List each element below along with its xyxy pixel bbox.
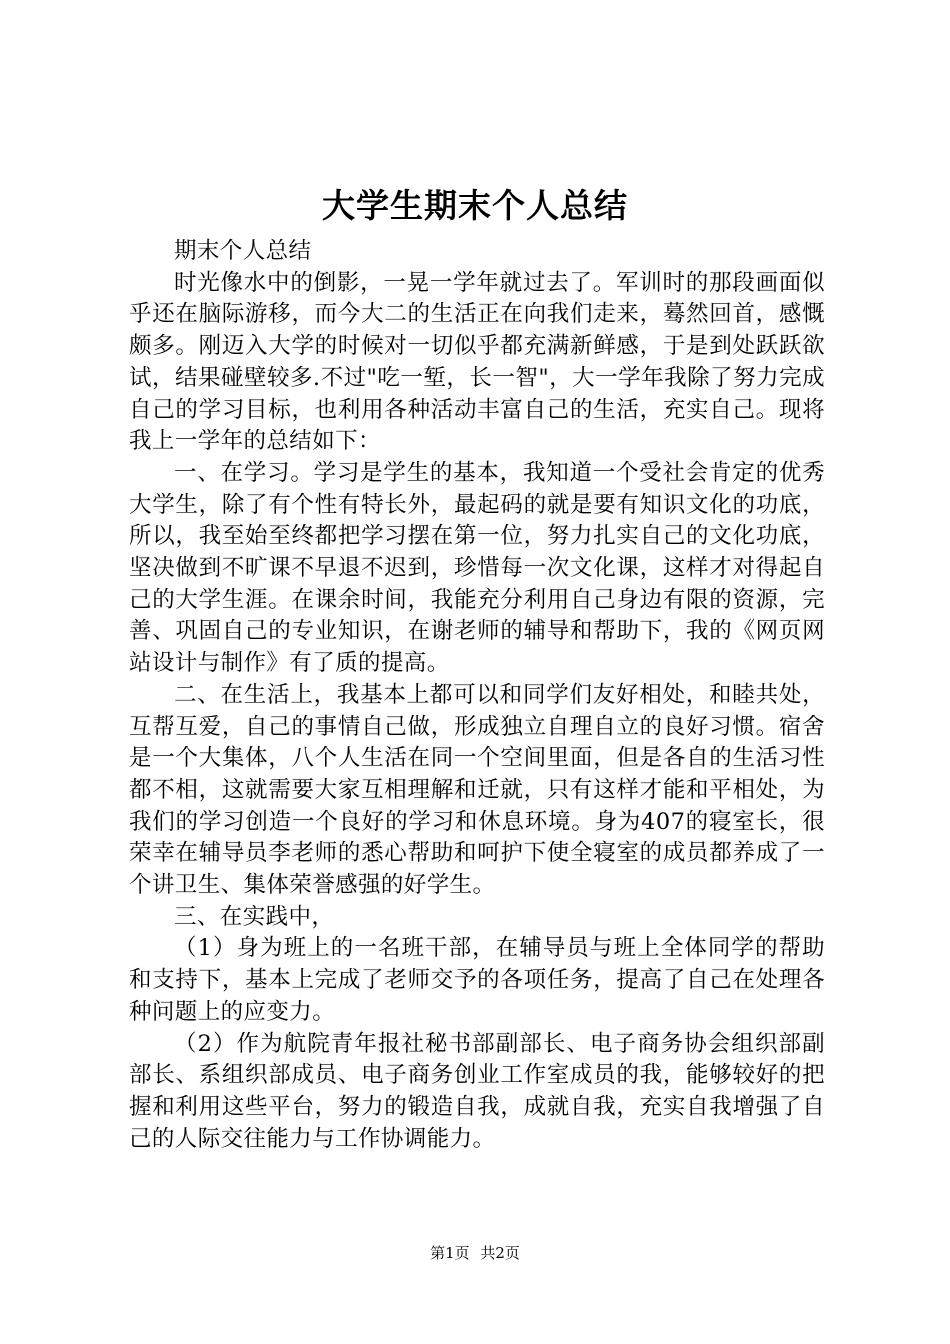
page-number: 第1页 xyxy=(430,1244,470,1262)
paragraph-subtitle: 期末个人总结 xyxy=(174,238,312,264)
paragraph-life: 二、在生活上，我基本上都可以和同学们友好相处，和睦共处，互帮互爱，自己的事情自己做，形成独立自理自立的良好习惯。宿舍是一个大集体，八个人生活在同一个空间里面，但是各自的生活习性都不相，这就需要大家互相理解和迁就，只有这样才能和平相处，为我们的学习创造一个良好的学习和休息环境。身为407的寝室长，很荣幸在辅导员李老师的悉心帮助和呵护下使全寝室的成员都养成了一个讲卫生、集体荣誉感强的好学生。 xyxy=(129,681,825,899)
paragraph-intro: 时光像水中的倒影，一晃一学年就过去了。军训时的那段画面似乎还在脑际游移，而今大二的生活正在向我们走来，蓦然回首，感慨颇多。刚迈入大学的时候对一切似乎都充满新鲜感，于是到处跃跃欲试，结果碰壁较多.不过"吃一堑，长一智"，大一学年我除了努力完成自己的学习目标，也利用各种活动丰富自己的生活，充实自己。现将我上一学年的总结如下： xyxy=(129,269,825,455)
paragraph-study: 一、在学习。学习是学生的基本，我知道一个受社会肯定的优秀大学生，除了有个性有特长外，最起码的就是要有知识文化的功底，所以，我至始至终都把学习摆在第一位，努力扎实自己的文化功底，坚决做到不旷课不早退不迟到，珍惜每一次文化课，这样才对得起自己的大学生涯。在课余时间，我能充分利用自己身边有限的资源，完善、巩固自己的专业知识，在谢老师的辅导和帮助下，我的《网页网站设计与制作》有了质的提高。 xyxy=(129,459,825,677)
document-title: 大学生期末个人总结 xyxy=(322,186,628,225)
paragraph-practice-2: （2）作为航院青年报社秘书部副部长、电子商务协会组织部副部长、系组织部成员、电子商务创业工作室成员的我，能够较好的把握和利用这些平台，努力的锻造自我，成就自我，充实自我增强了自己的人际交往能力与工作协调能力。 xyxy=(129,1030,825,1152)
page-total: 共2页 xyxy=(480,1244,520,1262)
paragraph-practice-heading: 三、在实践中， xyxy=(174,903,335,930)
page-footer xyxy=(0,1243,950,1263)
document-body xyxy=(129,236,825,1155)
paragraph-practice-1: （1）身为班上的一名班干部，在辅导员与班上全体同学的帮助和支持下，基本上完成了老师交予的各项任务，提高了自己在处理各种问题上的应变力。 xyxy=(129,935,825,1025)
